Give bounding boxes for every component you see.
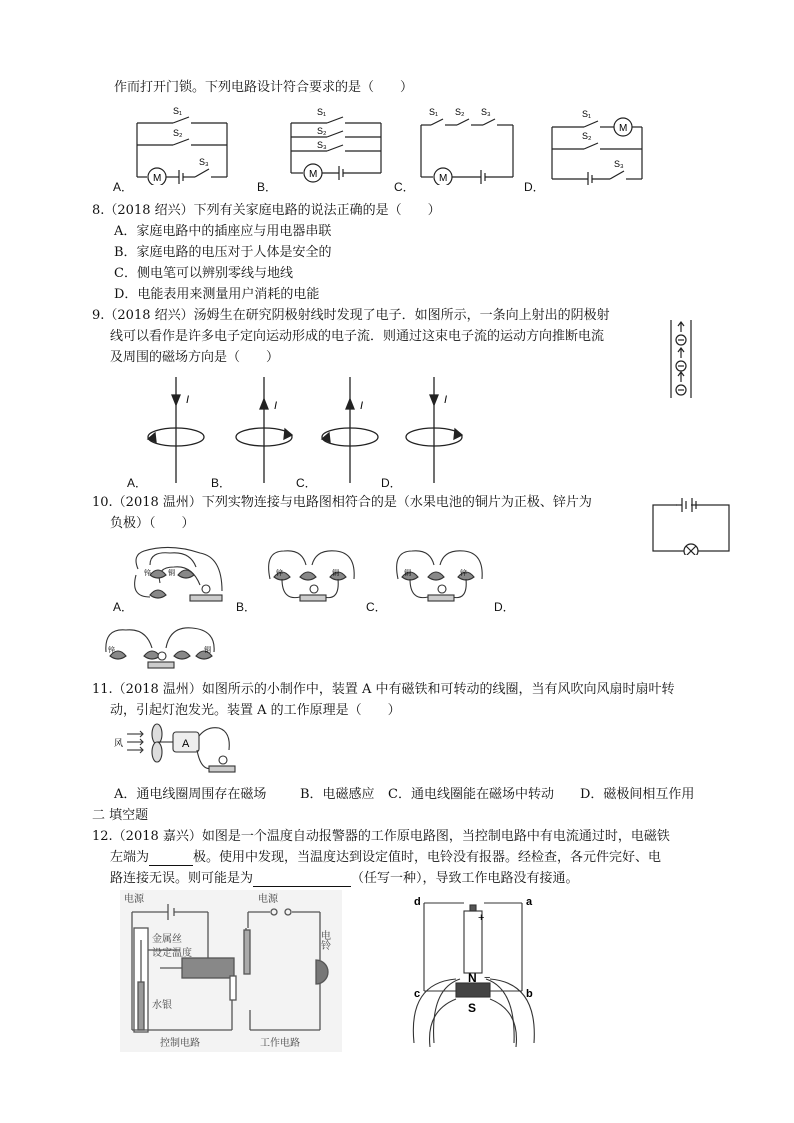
south-pole-label: S xyxy=(468,1001,477,1015)
q12-blank-pole[interactable] xyxy=(149,852,193,866)
switch-s1-label: S₁ xyxy=(429,107,439,117)
current-label: I xyxy=(186,394,190,406)
q12-line3-after-blank: （任写一种），导致工作电路没有接通。 xyxy=(351,871,579,886)
q11-choice-b: B．电磁感应 xyxy=(300,787,375,802)
q9-option-a: A． xyxy=(127,476,148,490)
q10-option-b: B． xyxy=(236,600,257,614)
q11-stem-line2: 动，引起灯泡发光。装置 A 的工作原理是（ ） xyxy=(110,703,401,718)
q8-choice-c: C．侧电笔可以辨别零线与地线 xyxy=(114,266,293,281)
q10-stem-line1: 10.（2018 温州）下列实物连接与电路图相符合的是（水果电池的铜片为正极、锌片为 xyxy=(92,495,592,510)
q12-stem-line1: 12.（2018 嘉兴）如图是一个温度自动报警器的工作原电路图，当控制电路中有电流通过时，电磁铁 xyxy=(92,829,670,844)
switch-s1-label: S₁ xyxy=(317,107,327,117)
q9-option-b: B． xyxy=(211,476,232,490)
q10-stem-line2: 负极）（ ） xyxy=(110,516,195,531)
q9-stem-line2: 线可以看作是许多电子定向运动形成的电子流．则通过这束电子流的运动方向推断电流 xyxy=(110,329,605,344)
wind-label: 风 xyxy=(114,738,124,748)
point-c-label: c xyxy=(414,988,421,1000)
q11-choice-a: A．通电线圈周围存在磁场 xyxy=(114,787,267,802)
q9-figure-d xyxy=(398,375,476,485)
q8-choice-a: A．家庭电路中的插座应与用电器串联 xyxy=(114,224,332,239)
q7-circuit-b xyxy=(287,105,387,185)
q10-setup-a xyxy=(130,545,230,607)
switch-s3-label: S₃ xyxy=(317,140,327,150)
device-a-label: A xyxy=(182,738,190,750)
motor-label: M xyxy=(153,173,162,184)
zinc-label: 锌 xyxy=(460,570,467,577)
q9-option-d: D． xyxy=(381,476,402,490)
minus-terminal-label: − xyxy=(484,972,491,984)
q12-blank-reason[interactable] xyxy=(253,873,351,887)
switch-s2-label: S₂ xyxy=(173,128,183,138)
q7-stem-tail: 作而打开门锁。下列电路设计符合要求的是（ ） xyxy=(114,80,414,95)
copper-label: 铜 xyxy=(168,570,175,577)
north-pole-label: N xyxy=(468,971,477,985)
copper-label: 铜 xyxy=(332,570,339,577)
switch-s1-label: S₁ xyxy=(173,106,183,116)
point-d-label: d xyxy=(414,896,421,908)
q11-wind-generator-figure xyxy=(113,720,241,778)
copper-label: 铜 xyxy=(204,647,211,654)
q12-stem-line3 xyxy=(110,871,579,887)
copper-label: 铜 xyxy=(404,570,411,577)
q10-option-c: C． xyxy=(366,600,387,614)
switch-s2-label: S₂ xyxy=(317,126,327,136)
q10-option-d: D． xyxy=(494,600,515,614)
switch-s2-label: S₂ xyxy=(455,107,465,117)
q7-option-a: A． xyxy=(113,180,134,194)
q7-option-c: C． xyxy=(394,180,415,194)
current-label: I xyxy=(444,394,448,406)
q12-alarm-circuit-figure xyxy=(120,890,342,1052)
current-label: I xyxy=(360,400,364,412)
electron-beam-figure xyxy=(668,318,694,400)
q7-option-b: B． xyxy=(257,180,278,194)
q11-choice-c: C．通电线圈能在磁场中转动 xyxy=(388,787,554,802)
switch-s3-label: S₃ xyxy=(481,107,491,117)
q7-circuit-c xyxy=(417,105,517,185)
section-title-fill-in: 二 填空题 xyxy=(92,808,149,823)
power-label-work: 电源 xyxy=(258,894,278,905)
motor-label: M xyxy=(309,169,318,180)
switch-s3-label: S₃ xyxy=(199,157,209,167)
power-label-control: 电源 xyxy=(124,894,144,905)
zinc-label: 锌 xyxy=(108,647,115,654)
q8-choice-d: D．电能表用来测量用户消耗的电能 xyxy=(114,287,320,302)
set-temperature-label: 设定温度 xyxy=(152,948,192,959)
q11-stem-line1: 11.（2018 温州）如图所示的小制作中，装置 A 中有磁铁和可转动的线圈，当有风吹向风扇时扇叶转 xyxy=(92,682,675,697)
q12-magnet-field-figure xyxy=(410,893,540,1048)
q10-circuit-diagram xyxy=(648,495,734,555)
q12-stem-line2 xyxy=(110,850,661,866)
q9-stem-line1: 9.（2018 绍兴）汤姆生在研究阴极射线时发现了电子．如图所示，一条向上射出的阴极射 xyxy=(92,308,610,323)
switch-s3-label: S₃ xyxy=(614,159,624,169)
q12-line2-after-blank: 极。使用中发现，当温度达到设定值时，电铃没有报器。经检查，各元件完好、电 xyxy=(193,850,662,865)
q10-setup-b xyxy=(260,545,364,607)
point-b-label: b xyxy=(526,988,533,1000)
metal-wire-label: 金属丝 xyxy=(152,934,182,945)
switch-s1-label: S₁ xyxy=(582,109,592,119)
point-a-label: a xyxy=(526,896,533,908)
current-label: I xyxy=(274,400,278,412)
motor-label: M xyxy=(439,173,448,184)
q10-setup-c xyxy=(388,545,492,607)
plus-terminal-label: + xyxy=(478,912,485,924)
q11-choice-d: D．磁极间相互作用 xyxy=(580,787,695,802)
q9-figure-a xyxy=(140,375,218,485)
q9-stem-line3: 及周围的磁场方向是（ ） xyxy=(110,350,280,365)
mercury-label: 水银 xyxy=(152,1000,172,1011)
q7-circuit-a xyxy=(133,105,233,185)
switch-s2-label: S₂ xyxy=(582,131,592,141)
q7-option-d: D． xyxy=(524,180,545,194)
q8-stem: 8.（2018 绍兴）下列有关家庭电路的说法正确的是（ ） xyxy=(92,203,441,218)
q9-figure-b xyxy=(228,375,306,485)
q10-option-a: A． xyxy=(113,600,134,614)
zinc-label: 锌 xyxy=(144,570,151,577)
zinc-label: 锌 xyxy=(276,570,283,577)
q8-choice-b: B．家庭电路的电压对于人体是安全的 xyxy=(114,245,332,260)
motor-label: M xyxy=(619,123,628,134)
q9-figure-c xyxy=(314,375,392,485)
bell-label: 电铃 xyxy=(318,930,330,950)
q9-option-c: C． xyxy=(296,476,317,490)
q10-setup-d xyxy=(100,622,222,672)
q12-line3-before-blank: 路连接无误。则可能是为 xyxy=(110,871,254,886)
q7-circuit-d xyxy=(548,105,648,185)
control-circuit-label: 控制电路 xyxy=(160,1038,200,1049)
q12-line2-before-blank: 左端为 xyxy=(110,850,150,865)
work-circuit-label: 工作电路 xyxy=(260,1038,300,1049)
